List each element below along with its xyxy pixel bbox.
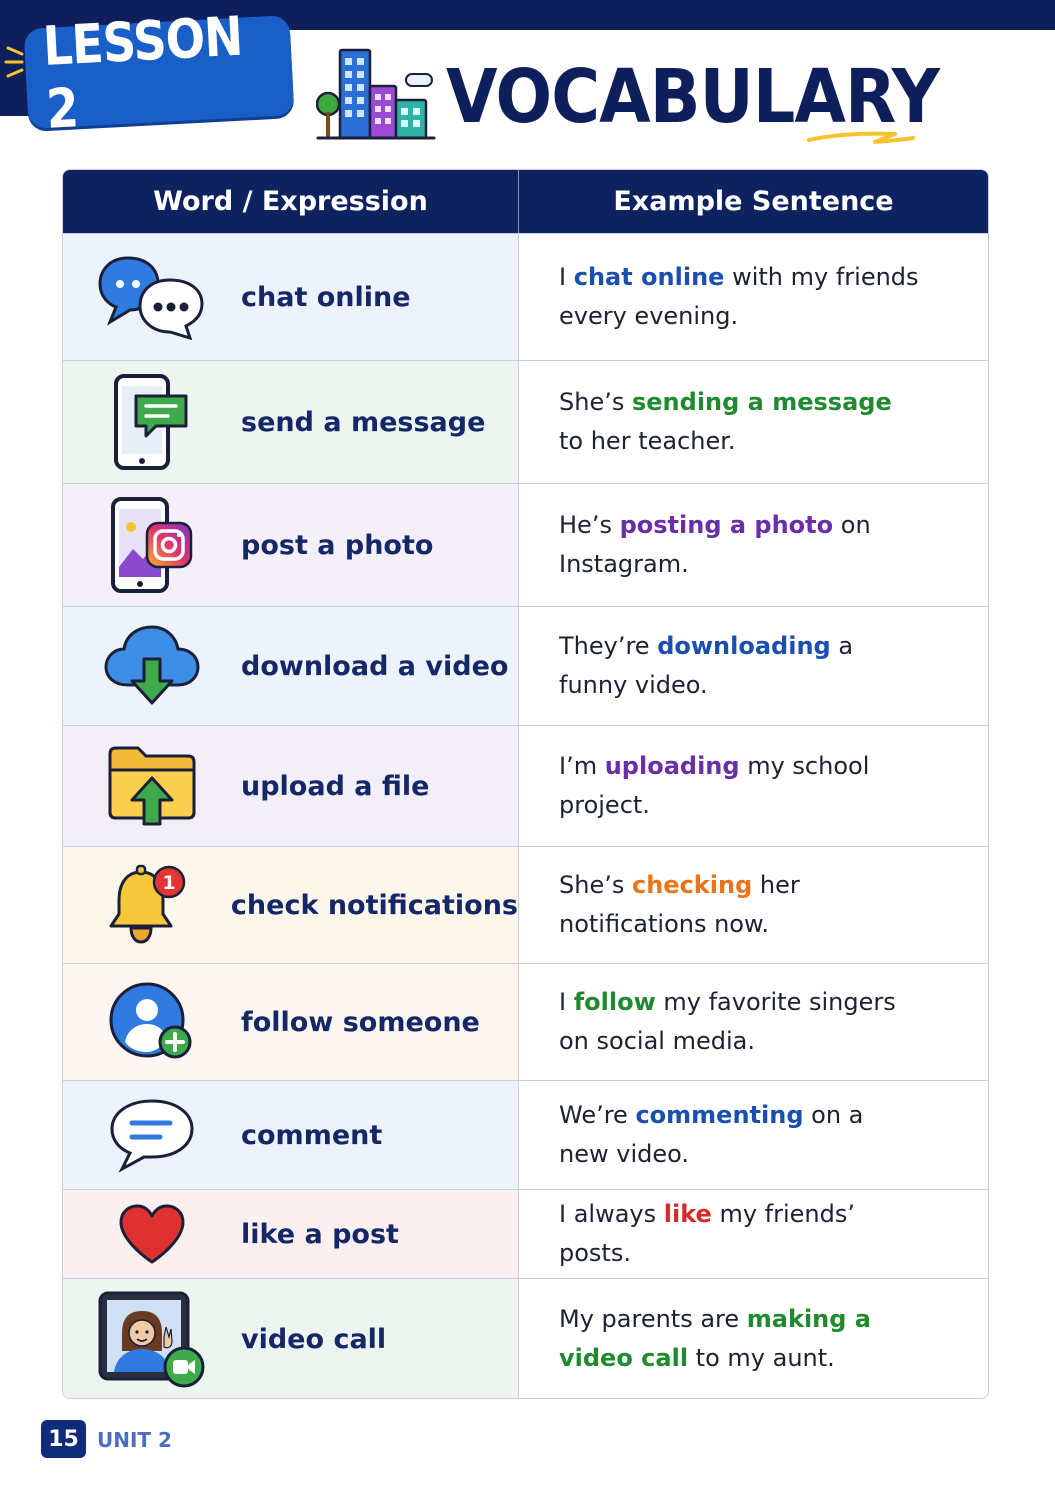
sentence-text: to my aunt. xyxy=(688,1344,835,1372)
sentence-text: on a new video. xyxy=(559,1101,864,1168)
vocab-word: check notifications xyxy=(230,889,518,921)
example-cell xyxy=(519,1190,988,1278)
vocab-word: chat online xyxy=(241,281,411,313)
word-cell xyxy=(63,964,519,1080)
vocab-word: upload a file xyxy=(241,770,430,802)
word-cell xyxy=(63,234,519,360)
sentence-text: on Instagram. xyxy=(559,511,871,578)
add-user-icon xyxy=(63,980,241,1064)
table-row xyxy=(63,360,988,483)
title-underline xyxy=(805,128,917,148)
sentence-text: with my friends every evening. xyxy=(559,263,919,330)
table-row xyxy=(63,233,988,360)
lesson-badge xyxy=(24,4,295,141)
example-sentence xyxy=(559,983,919,1061)
example-sentence xyxy=(559,627,919,705)
sentence-text: She’s xyxy=(559,388,632,416)
example-cell xyxy=(519,361,988,483)
word-cell xyxy=(63,1081,519,1189)
heart-icon xyxy=(63,1202,241,1266)
table-row xyxy=(63,963,988,1080)
example-sentence xyxy=(559,866,919,944)
lesson-label: LESSON 2 xyxy=(41,4,244,141)
sentence-text: We’re xyxy=(559,1101,636,1129)
table-row xyxy=(63,725,988,846)
word-cell xyxy=(63,1279,519,1399)
table-body xyxy=(63,233,988,1399)
vocab-word: send a message xyxy=(241,406,486,438)
sentence-text: my friends’ posts. xyxy=(559,1200,855,1267)
video-call-icon xyxy=(63,1289,241,1389)
table-row xyxy=(63,846,988,963)
word-cell xyxy=(63,847,519,963)
phone-photo-icon xyxy=(63,497,241,593)
table-header xyxy=(63,170,988,233)
example-cell xyxy=(519,607,988,725)
example-sentence xyxy=(559,1195,919,1273)
example-sentence xyxy=(559,1300,919,1378)
sentence-text: They’re xyxy=(559,632,658,660)
vocab-word: video call xyxy=(241,1323,387,1355)
phone-message-icon xyxy=(63,374,241,470)
highlighted-phrase: posting a photo xyxy=(619,511,834,539)
chat-bubbles-icon xyxy=(63,254,241,340)
page-title: VOCABULARY xyxy=(446,54,940,140)
example-cell xyxy=(519,726,988,846)
sentence-text: a funny video. xyxy=(559,632,854,699)
word-cell xyxy=(63,1190,519,1278)
vocabulary-table xyxy=(62,169,989,1399)
sentence-text: He’s xyxy=(559,511,620,539)
highlighted-phrase: checking xyxy=(631,871,753,899)
example-cell xyxy=(519,484,988,606)
sentence-text: I xyxy=(559,263,574,291)
table-row xyxy=(63,1080,988,1189)
example-cell xyxy=(519,1279,988,1399)
column-header-word: Word / Expression xyxy=(63,170,519,233)
example-sentence xyxy=(559,1096,919,1174)
table-row xyxy=(63,606,988,725)
highlighted-phrase: commenting xyxy=(635,1101,804,1129)
sentence-text: I xyxy=(559,988,574,1016)
table-row xyxy=(63,1278,988,1399)
example-sentence xyxy=(559,258,919,336)
table-row xyxy=(63,1189,988,1278)
comment-bubble-icon xyxy=(63,1097,241,1173)
example-cell xyxy=(519,847,988,963)
vocab-word: comment xyxy=(241,1119,383,1151)
sentence-text: My parents are xyxy=(559,1305,747,1333)
highlighted-phrase: making a video call xyxy=(559,1305,871,1372)
page-number: 15 xyxy=(41,1420,86,1458)
sentence-text: I’m xyxy=(559,752,605,780)
sentence-text: I always xyxy=(559,1200,664,1228)
sentence-text: She’s xyxy=(559,871,632,899)
sentence-text: her notifications now. xyxy=(559,871,800,938)
word-cell xyxy=(63,361,519,483)
highlighted-phrase: like xyxy=(663,1200,712,1228)
example-sentence xyxy=(559,506,919,584)
example-cell xyxy=(519,1081,988,1189)
example-cell xyxy=(519,964,988,1080)
bell-notification-icon xyxy=(63,862,231,948)
city-buildings-icon xyxy=(316,46,436,144)
sentence-text: my favorite singers on social media. xyxy=(559,988,896,1055)
vocab-word: follow someone xyxy=(241,1006,480,1038)
cloud-download-icon xyxy=(63,623,241,709)
unit-label: UNIT 2 xyxy=(97,1428,172,1452)
table-row xyxy=(63,483,988,606)
folder-upload-icon xyxy=(63,744,241,828)
sentence-text: my school project. xyxy=(559,752,870,819)
example-cell xyxy=(519,234,988,360)
word-cell xyxy=(63,726,519,846)
vocab-word: post a photo xyxy=(241,529,434,561)
word-cell xyxy=(63,484,519,606)
highlighted-phrase: sending a message xyxy=(631,388,892,416)
svg-text:1: 1 xyxy=(162,872,176,894)
highlighted-phrase: downloading xyxy=(657,632,831,660)
vocab-word: like a post xyxy=(241,1218,399,1250)
example-sentence xyxy=(559,747,919,825)
vocab-word: download a video xyxy=(241,650,509,682)
highlighted-phrase: uploading xyxy=(604,752,740,780)
highlighted-phrase: follow xyxy=(573,988,656,1016)
highlighted-phrase: chat online xyxy=(573,263,725,291)
word-cell xyxy=(63,607,519,725)
sentence-text: to her teacher. xyxy=(559,427,736,455)
example-sentence xyxy=(559,383,919,461)
column-header-example: Example Sentence xyxy=(613,186,894,217)
